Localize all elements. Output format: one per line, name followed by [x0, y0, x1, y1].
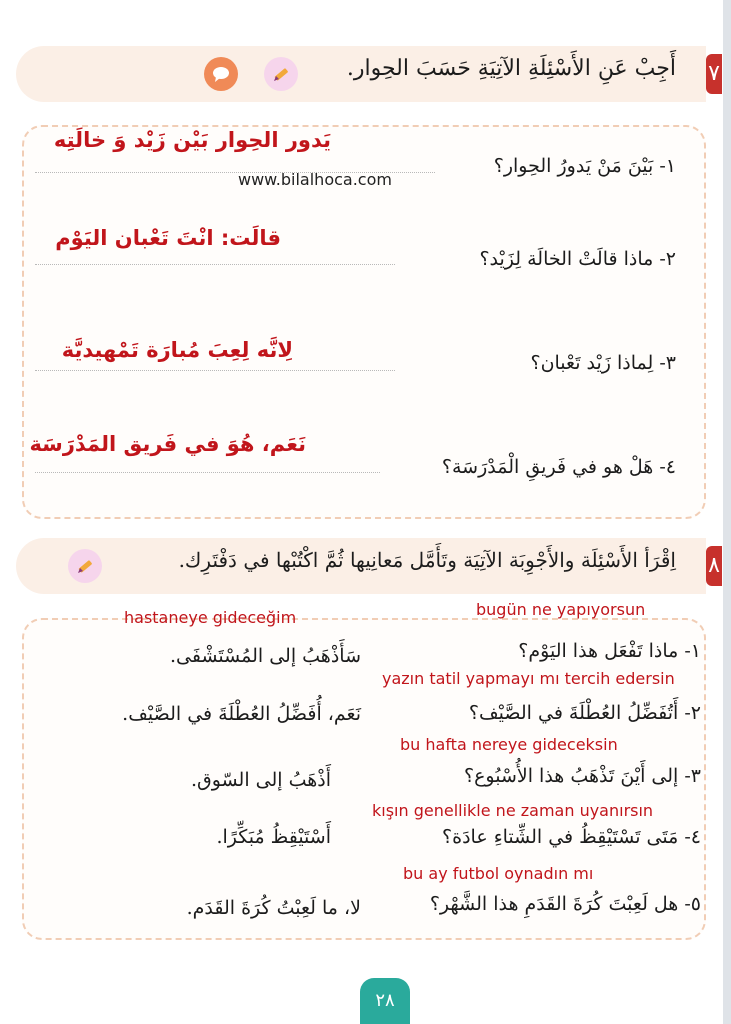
pencil-icon	[68, 549, 102, 583]
section7-instruction: أَجِبْ عَنِ الأَسْئِلَةِ الآتِيَةِ حَسَبَ الحِوار.	[346, 56, 676, 81]
s8-question-1: ١- ماذا تَفْعَل هذا اليَوْم؟	[518, 640, 701, 662]
s8-question-3: ٣- إلى أَيْنَ تَذْهَبُ هذا الأُسْبُوع؟	[464, 765, 701, 787]
tr-question-5: bu ay futbol oynadın mı	[403, 864, 594, 883]
s8-answer-2: نَعَم، أُفَضِّلُ العُطْلَةَ في الصَّيْف.	[122, 703, 361, 725]
s7-question-4: ٤- هَلْ هو في فَريقِ الْمَدْرَسَة؟	[441, 456, 676, 478]
section7-number: ٧	[706, 54, 722, 94]
watermark: www.bilalhoca.com	[238, 170, 392, 189]
s8-answer-4: أَسْتَيْقِظُ مُبَكِّرًا.	[216, 826, 331, 848]
s7-answer-4: نَعَم، هُوَ في فَريق المَدْرَسَة	[29, 432, 306, 456]
section8-number: ٨	[706, 546, 722, 586]
page-number: ٢٨	[360, 978, 410, 1024]
chat-icon	[204, 57, 238, 91]
s7-answer-2: قالَت: انْتَ تَعْبان اليَوْم	[55, 226, 281, 250]
page-edge	[723, 0, 731, 1024]
s8-question-4: ٤- مَتَى تَسْتَيْقِظُ في الشِّتاءِ عادَة؟	[442, 826, 701, 848]
s7-answer-line-1	[35, 172, 435, 173]
s7-answer-line-3	[35, 370, 395, 371]
s7-question-3: ٣- لِماذا زَيْد تَعْبان؟	[530, 352, 676, 374]
s7-question-2: ٢- ماذا قالَتْ الخالَة لِزَيْد؟	[479, 248, 676, 270]
s7-answer-line-4	[35, 472, 380, 473]
tr-question-1: bugün ne yapıyorsun	[476, 600, 646, 619]
pencil-icon	[264, 57, 298, 91]
s7-question-1: ١- بَيْنَ مَنْ يَدورُ الحِوار؟	[493, 155, 676, 177]
section8-instruction: اِقْرَأ الأَسْئِلَة والأَجْوِبَة الآتِيَة وتَأَمَّل مَعانِيها ثُمَّ اكْتُبْها في دَفْتَرِك.	[178, 548, 676, 572]
section8-header	[16, 538, 720, 594]
tr-question-2: yazın tatil yapmayı mı tercih edersin	[382, 669, 675, 688]
tr-question-4: kışın genellikle ne zaman uyanırsın	[372, 801, 654, 820]
s7-answer-line-2	[35, 264, 395, 265]
tr-answer-1: hastaneye gideceğim	[124, 608, 297, 627]
tr-question-3: bu hafta nereye gideceksin	[400, 735, 618, 754]
s7-answer-1: يَدور الحِوار بَيْن زَيْد وَ خالَتِه	[53, 128, 331, 152]
s7-answer-3: لِانَّه لِعِبَ مُبارَة تَمْهيديَّة	[61, 338, 293, 362]
section7-header	[16, 46, 720, 102]
s8-answer-5: لا، ما لَعِبْتُ كُرَةَ القَدَم.	[186, 897, 361, 919]
s8-answer-1: سَأَذْهَبُ إلى المُسْتَشْفَى.	[169, 645, 361, 667]
s8-question-5: ٥- هل لَعِبْتَ كُرَةَ القَدَمِ هذا الشَّهْر؟	[429, 893, 701, 915]
s8-question-2: ٢- أَتُفَضِّلُ العُطْلَةَ في الصَّيْف؟	[468, 702, 701, 724]
s8-answer-3: أَذْهَبُ إلى السّوق.	[190, 769, 331, 791]
